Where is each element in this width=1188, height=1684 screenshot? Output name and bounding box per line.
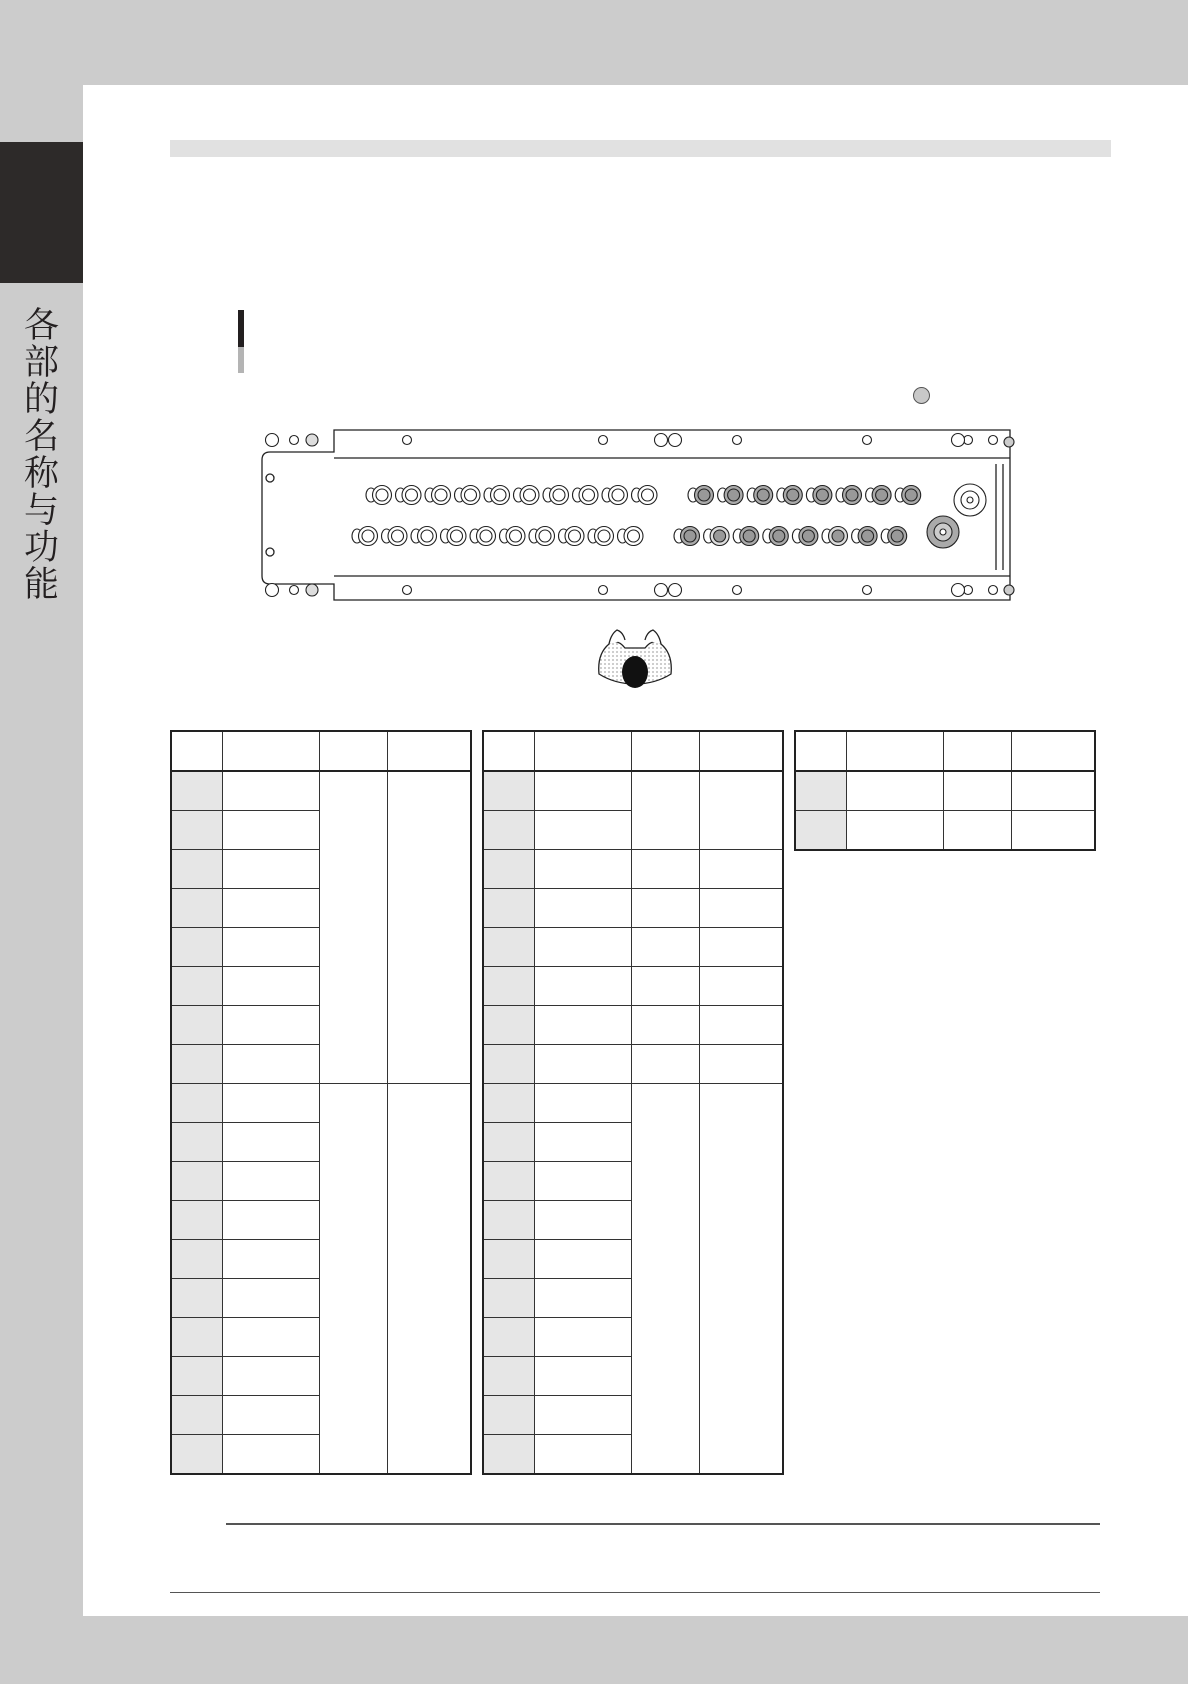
mounting-hole	[669, 584, 682, 597]
connector-jack-inner	[539, 530, 551, 542]
section-title-char: 名	[23, 417, 59, 457]
type-cell	[943, 771, 1011, 811]
operator-top-view-icon	[595, 626, 675, 688]
mounting-hole	[306, 434, 318, 446]
footer-rule-lower	[170, 1592, 1100, 1593]
number-cell	[483, 1318, 534, 1357]
table-row	[171, 771, 471, 811]
number-cell	[171, 1045, 222, 1084]
name-cell	[534, 1357, 631, 1396]
name-cell	[534, 1435, 631, 1475]
screw	[989, 436, 998, 445]
header-cell	[534, 731, 631, 771]
connector-jack-inner	[642, 489, 654, 501]
name-cell	[534, 1045, 631, 1084]
table-row	[483, 850, 783, 889]
table-row	[483, 889, 783, 928]
type-cell	[631, 771, 699, 850]
name-cell	[534, 1084, 631, 1123]
number-cell	[171, 967, 222, 1006]
connector-jack-inner	[451, 530, 463, 542]
number-cell	[483, 1279, 534, 1318]
number-cell	[483, 928, 534, 967]
name-cell	[222, 850, 319, 889]
chapter-tab	[0, 142, 83, 283]
heading-marker-light	[238, 347, 244, 373]
round-connector-pin	[940, 529, 946, 535]
number-cell	[795, 771, 846, 811]
table-row	[795, 771, 1095, 811]
name-cell	[534, 1396, 631, 1435]
name-cell	[222, 1435, 319, 1475]
name-cell	[534, 1123, 631, 1162]
type-cell	[631, 1084, 699, 1475]
connector-jack-inner	[569, 530, 581, 542]
connector-jack-inner	[787, 489, 799, 501]
section-title-char: 功	[23, 528, 59, 568]
table-header-row	[483, 731, 783, 771]
name-cell	[534, 850, 631, 889]
connector-jack-inner	[510, 530, 522, 542]
name-cell	[222, 967, 319, 1006]
connector-jack-inner	[583, 489, 595, 501]
connector-jack-inner	[773, 530, 785, 542]
mounting-hole	[952, 584, 965, 597]
number-cell	[483, 1162, 534, 1201]
note-cell	[387, 771, 471, 1084]
screw	[403, 586, 412, 595]
table-2	[482, 730, 784, 1475]
number-cell	[171, 1201, 222, 1240]
connector-jack-inner	[421, 530, 433, 542]
type-cell	[631, 850, 699, 889]
name-cell	[222, 889, 319, 928]
name-cell	[534, 928, 631, 967]
screw	[599, 586, 608, 595]
type-cell	[319, 1084, 387, 1475]
mounting-hole	[266, 584, 279, 597]
name-cell	[534, 1162, 631, 1201]
name-cell	[846, 771, 943, 811]
number-cell	[483, 889, 534, 928]
section-title-vertical	[0, 308, 83, 604]
note-cell	[699, 889, 783, 928]
screw	[733, 436, 742, 445]
name-cell	[534, 1201, 631, 1240]
table-row	[483, 928, 783, 967]
number-cell	[171, 811, 222, 850]
number-cell	[795, 811, 846, 851]
table-1	[170, 730, 472, 1475]
connector-jack-inner	[480, 530, 492, 542]
name-cell	[222, 1279, 319, 1318]
number-cell	[483, 771, 534, 811]
number-cell	[171, 1318, 222, 1357]
table-3	[794, 730, 1096, 851]
connector-jack-inner	[876, 489, 888, 501]
type-cell	[631, 1006, 699, 1045]
connector-jack-inner	[628, 530, 640, 542]
table-row	[171, 1084, 471, 1123]
type-cell	[943, 811, 1011, 851]
table-row	[483, 967, 783, 1006]
table-row	[483, 1006, 783, 1045]
connector-jack-inner	[891, 530, 903, 542]
grey-reference-dot-icon	[913, 387, 930, 404]
note-cell	[699, 928, 783, 967]
name-cell	[222, 1162, 319, 1201]
number-cell	[483, 1357, 534, 1396]
table-header-row	[795, 731, 1095, 771]
connector-jack-inner	[728, 489, 740, 501]
number-cell	[483, 1240, 534, 1279]
connector-jack-inner	[846, 489, 858, 501]
header-bar	[170, 140, 1111, 157]
number-cell	[483, 1435, 534, 1475]
header-cell	[846, 731, 943, 771]
table-row	[483, 1084, 783, 1123]
number-cell	[483, 811, 534, 850]
connector-jack-inner	[802, 530, 814, 542]
connector-jack-inner	[435, 489, 447, 501]
number-cell	[171, 1084, 222, 1123]
name-cell	[534, 811, 631, 850]
mounting-hole	[1004, 585, 1014, 595]
name-cell	[222, 1201, 319, 1240]
header-cell	[795, 731, 846, 771]
note-cell	[699, 1045, 783, 1084]
number-cell	[171, 1123, 222, 1162]
mounting-hole	[306, 584, 318, 596]
section-title-char: 各	[23, 306, 59, 346]
number-cell	[171, 1357, 222, 1396]
screw	[733, 586, 742, 595]
table-row	[795, 811, 1095, 851]
connector-jack-inner	[465, 489, 477, 501]
number-cell	[171, 1162, 222, 1201]
name-cell	[222, 1240, 319, 1279]
number-cell	[171, 1006, 222, 1045]
connector-jack-inner	[553, 489, 565, 501]
screw	[290, 586, 299, 595]
heading-marker	[238, 310, 244, 347]
number-cell	[483, 1084, 534, 1123]
header-cell	[387, 731, 471, 771]
type-cell	[631, 928, 699, 967]
name-cell	[222, 1357, 319, 1396]
header-cell	[222, 731, 319, 771]
number-cell	[171, 1435, 222, 1475]
type-cell	[319, 771, 387, 1084]
number-cell	[171, 1279, 222, 1318]
note-cell	[387, 1084, 471, 1475]
mounting-hole	[1004, 437, 1014, 447]
screw	[863, 586, 872, 595]
header-cell	[171, 731, 222, 771]
connector-jack-inner	[406, 489, 418, 501]
number-cell	[483, 1201, 534, 1240]
connector-jack-inner	[832, 530, 844, 542]
type-cell	[631, 889, 699, 928]
connector-jack-inner	[816, 489, 828, 501]
screw	[863, 436, 872, 445]
connector-jack-inner	[862, 530, 874, 542]
name-cell	[222, 811, 319, 850]
name-cell	[534, 1006, 631, 1045]
number-cell	[483, 1006, 534, 1045]
connector-jack-inner	[684, 530, 696, 542]
mounting-hole	[952, 434, 965, 447]
mounting-hole	[655, 584, 668, 597]
name-cell	[534, 1279, 631, 1318]
note-cell	[699, 1006, 783, 1045]
header-cell	[319, 731, 387, 771]
connector-jack-inner	[392, 530, 404, 542]
name-cell	[534, 1240, 631, 1279]
footer-rule-upper	[226, 1523, 1100, 1525]
number-cell	[171, 850, 222, 889]
screw	[989, 586, 998, 595]
note-cell	[1011, 771, 1095, 811]
name-cell	[534, 771, 631, 811]
section-title-char: 能	[23, 565, 59, 605]
number-cell	[171, 1240, 222, 1279]
note-cell	[1011, 811, 1095, 851]
number-cell	[483, 967, 534, 1006]
table-row	[483, 1045, 783, 1084]
name-cell	[222, 1123, 319, 1162]
number-cell	[483, 1396, 534, 1435]
table-row	[483, 771, 783, 811]
connector-panel-drawing-icon	[258, 424, 1015, 606]
round-connector-pin	[967, 497, 973, 503]
screw	[599, 436, 608, 445]
note-cell	[699, 771, 783, 850]
name-cell	[222, 1006, 319, 1045]
number-cell	[483, 1045, 534, 1084]
table-header-row	[171, 731, 471, 771]
mounting-hole	[266, 434, 279, 447]
connector-jack-inner	[598, 530, 610, 542]
connector-jack-inner	[362, 530, 374, 542]
connector-jack-inner	[905, 489, 917, 501]
name-cell	[534, 967, 631, 1006]
connector-jack-inner	[743, 530, 755, 542]
type-cell	[631, 1045, 699, 1084]
number-cell	[171, 928, 222, 967]
header-cell	[943, 731, 1011, 771]
screw	[290, 436, 299, 445]
note-cell	[699, 1084, 783, 1475]
connector-jack-inner	[698, 489, 710, 501]
section-title-char: 部	[23, 343, 59, 383]
number-cell	[483, 1123, 534, 1162]
name-cell	[222, 1396, 319, 1435]
name-cell	[534, 889, 631, 928]
connector-jack-inner	[757, 489, 769, 501]
type-cell	[631, 967, 699, 1006]
number-cell	[171, 1396, 222, 1435]
section-title-char: 与	[23, 491, 59, 531]
name-cell	[846, 811, 943, 851]
note-cell	[699, 967, 783, 1006]
header-cell	[483, 731, 534, 771]
name-cell	[222, 928, 319, 967]
header-cell	[699, 731, 783, 771]
connector-jack-inner	[714, 530, 726, 542]
number-cell	[171, 771, 222, 811]
name-cell	[222, 1084, 319, 1123]
screw	[403, 436, 412, 445]
connector-jack-inner	[524, 489, 536, 501]
mounting-hole	[655, 434, 668, 447]
section-title-char: 的	[23, 380, 59, 420]
connector-jack-inner	[612, 489, 624, 501]
connector-jack-inner	[494, 489, 506, 501]
header-cell	[1011, 731, 1095, 771]
header-cell	[631, 731, 699, 771]
number-cell	[171, 889, 222, 928]
connector-jack-inner	[376, 489, 388, 501]
number-cell	[483, 850, 534, 889]
note-cell	[699, 850, 783, 889]
mounting-hole	[669, 434, 682, 447]
name-cell	[534, 1318, 631, 1357]
section-title-char: 称	[23, 454, 59, 494]
name-cell	[222, 771, 319, 811]
name-cell	[222, 1318, 319, 1357]
name-cell	[222, 1045, 319, 1084]
